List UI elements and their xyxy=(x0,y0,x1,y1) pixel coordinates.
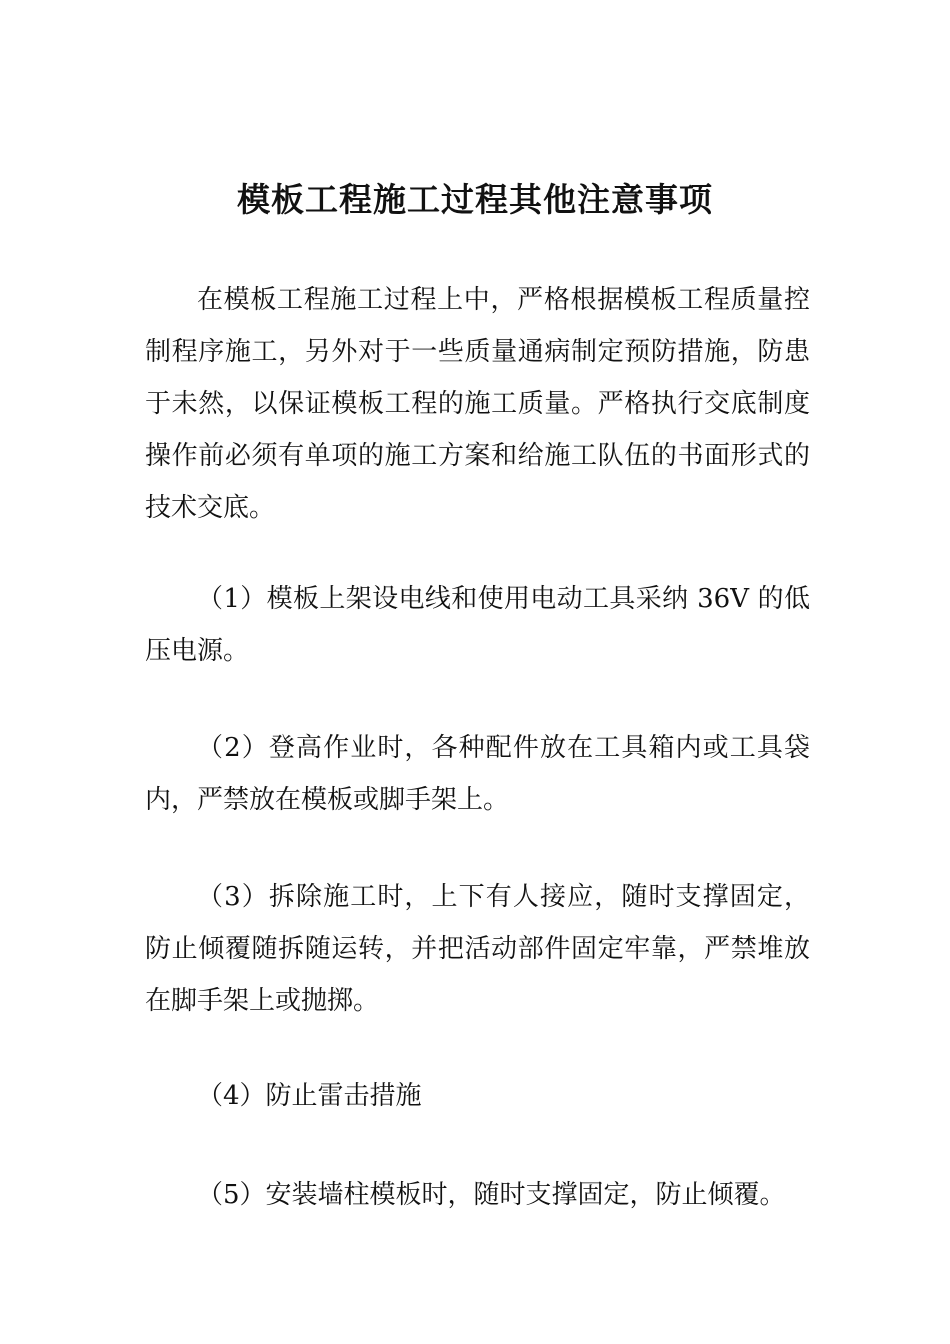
precaution-item-1: （1）模板上架设电线和使用电动工具采纳 36V 的低压电源。 xyxy=(145,584,810,666)
precaution-item-2: （2）登高作业时，各种配件放在工具箱内或工具袋内，严禁放在模板或脚手架上。 xyxy=(145,733,810,815)
document-title: 模板工程施工过程其他注意事项 xyxy=(237,180,713,219)
precaution-item-3: （3）拆除施工时，上下有人接应，随时支撑固定，防止倾覆随拆随运转，并把活动部件固定牢靠，严禁堆放在脚手架上或抛掷。 xyxy=(145,882,810,1016)
precaution-item-5: （5）安装墙柱模板时，随时支撑固定，防止倾覆。 xyxy=(197,1180,786,1210)
precaution-item-4: （4）防止雷击措施 xyxy=(197,1081,422,1111)
intro-paragraph: 在模板工程施工过程上中，严格根据模板工程质量控制程序施工，另外对于一些质量通病制定预防措施，防患于未然，以保证模板工程的施工质量。严格执行交底制度操作前必须有单项的施工方案和给施工队伍的书面形式的技术交底。 xyxy=(145,285,810,523)
